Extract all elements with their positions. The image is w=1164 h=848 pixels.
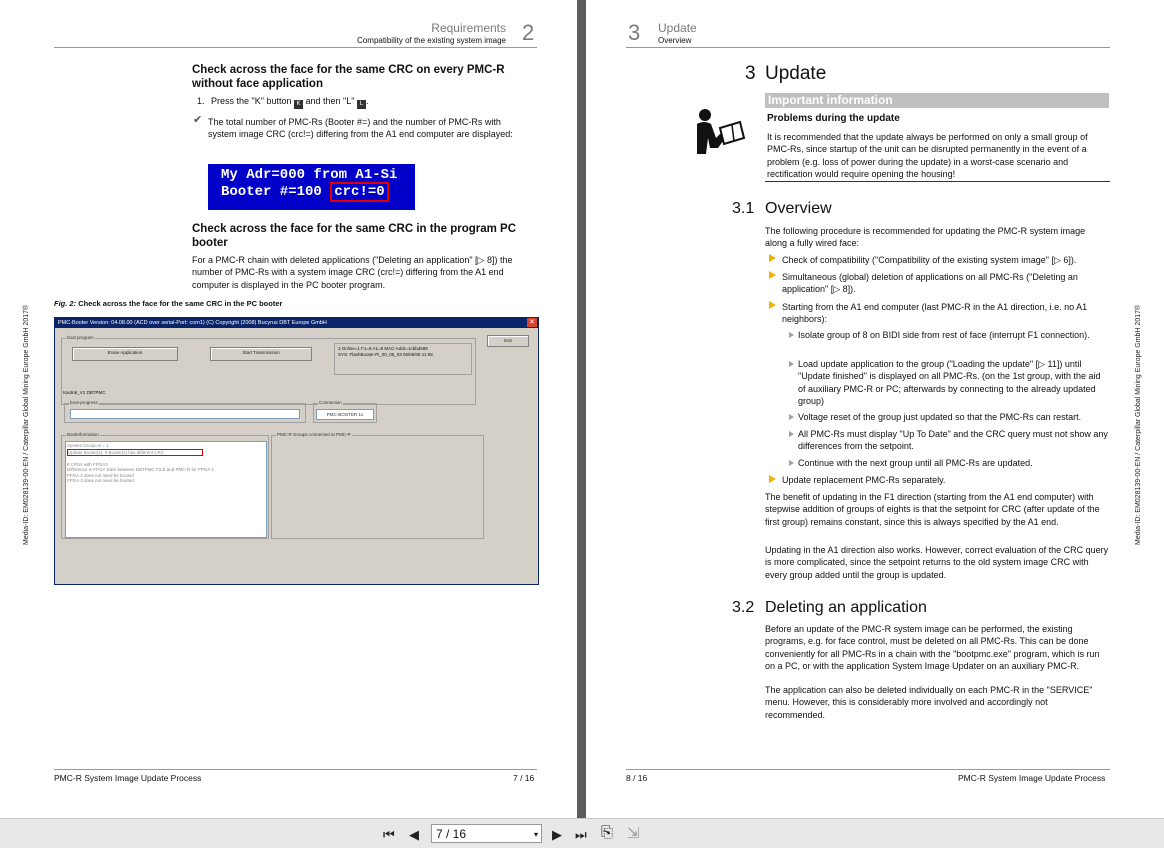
- screenshot-titlebar: PMC-Booter Version: 04.08.00 (ACD over serial-Port: com1) (C) Copyright (2008) Bucyrus DBT Europe GmbH: [55, 318, 538, 328]
- connection-value: PMC-BOOTER 11: [316, 409, 374, 420]
- page-number-value: 7 / 16: [436, 827, 467, 841]
- boot-info-line: Difference in FPGA Date between DBTPMC FILE and PMC-R for FPGA 1: [67, 467, 214, 472]
- boot-program-group: [61, 335, 476, 405]
- footer-title: PMC-R System Image Update Process: [54, 773, 202, 783]
- header-title: Requirements: [431, 21, 506, 35]
- exit-button: Exit: [487, 335, 529, 347]
- erase-application-button: Erase Application: [72, 347, 178, 361]
- k-key-icon: K: [294, 100, 303, 109]
- boot-progress-group: [64, 400, 306, 423]
- sub-bullet-icon: [789, 332, 794, 338]
- page-navigation-toolbar: [0, 818, 1164, 848]
- first-page-icon[interactable]: ⏮: [383, 827, 395, 842]
- l-key-icon: L: [357, 100, 366, 109]
- step-number: 1.: [197, 96, 205, 106]
- next-page-icon[interactable]: ▶: [552, 827, 562, 842]
- important-rule: [765, 181, 1110, 182]
- info-line-2: SYS: FlashBooter-Pi_00_06_03 06/06/08 11:08: [338, 352, 433, 357]
- header-subtitle: Overview: [658, 36, 692, 45]
- group-label: PMC-R Groups connected at PMC-P: [277, 432, 351, 437]
- progress-bar: [70, 409, 300, 419]
- boot-information-group: [61, 432, 269, 539]
- copy-page-icon[interactable]: ⎘: [601, 824, 614, 841]
- chapter-title: Update: [765, 63, 827, 84]
- boot-info-list: [65, 441, 267, 538]
- result-text: The total number of PMC-Rs (Booter #=) and the number of PMC-Rs with system image CRC (crc!=) differing from the A1 end computer are displayed:: [208, 117, 513, 140]
- pc-booter-screenshot: [54, 317, 539, 585]
- section-heading-2: Check across the face for the same CRC in the program PC booter: [192, 223, 517, 249]
- sub-bullet-icon: [789, 361, 794, 367]
- bullet-2: Simultaneous (global) deletion of applications on all PMC-Rs ("Deleting an application" [▷ 8]).: [782, 272, 1078, 295]
- sub-bullet-icon: [789, 414, 794, 420]
- boot-info-line: System Group=6 = 1: [67, 443, 109, 448]
- paragraph-2: Updating in the A1 direction also works. However, correct evaluation of the CRC query is more complicated, since the setpoint returns to the old system image CRC with every group added until the group is updated.: [765, 545, 1109, 580]
- chapter-number: 3: [745, 63, 756, 84]
- info-line-1: 3 Online=1 F1=8 A1=8 MAC-Addr=1cbbd588: [338, 346, 428, 351]
- step-text: Press the "K" button: [211, 96, 292, 106]
- info-box: [334, 343, 472, 375]
- sub-bullet-1: Isolate group of 8 on BIDI side from rest of face (interrupt F1 connection).: [798, 330, 1090, 340]
- figure-label: Fig. 2:: [54, 299, 77, 308]
- header-rule: [626, 47, 1110, 48]
- section-heading: Check across the face for the same CRC on every PMC-R without face application: [192, 64, 505, 90]
- left-page: [0, 0, 577, 818]
- sub-bullet-5: Continue with the next group until all PMC-Rs are updated.: [798, 458, 1033, 468]
- header-subtitle: Compatibility of the existing system image: [357, 36, 506, 45]
- start-transmission-button: Start Transmission: [210, 347, 312, 361]
- footer-rule: [626, 769, 1110, 770]
- step-1: [197, 95, 368, 109]
- footer-page-number: 7 / 16: [513, 773, 535, 783]
- important-text: It is recommended that the update always be performed on only a small group of PMC-Rs, since startup of the unit can be disrupted permanently in the event of a problem (e.g. loss of power during the update) in a worst-case scenario and rectification would require opening the housing!: [767, 132, 1088, 179]
- file-label: Kaotral_V1 DBTPMC: [63, 390, 106, 395]
- paragraph: For a PMC-R chain with deleted applications ("Deleting an application" [▷ 8]) the number of PMC-Rs with a system image CRC (crc!=) differing from the A1 end computer is displayed in the PC booter program.: [192, 255, 513, 290]
- read-manual-icon: [694, 108, 746, 156]
- important-info-bar: Important information: [765, 93, 1109, 108]
- section-title: Overview: [765, 200, 832, 217]
- connection-group: [313, 400, 377, 423]
- last-page-icon[interactable]: ⏭: [575, 827, 587, 842]
- page-gutter: [577, 0, 586, 818]
- sub-bullet-icon: [789, 431, 794, 437]
- page-number-select[interactable]: [431, 824, 542, 843]
- bullet-3: Starting from the A1 end computer (last PMC-R in the A1 direction, i.e. no A1 neighbors):: [782, 302, 1088, 325]
- step-text-2: and then "L": [305, 96, 355, 106]
- previous-page-icon[interactable]: ◀: [409, 827, 419, 842]
- close-icon: ✕: [527, 318, 537, 327]
- boot-info-line: FPGA 3 does not need be booted: [67, 478, 134, 483]
- lcd-booter-count: Booter #=100: [221, 184, 322, 200]
- sub-bullet-2: Load update application to the group ("Loading the update" [▷ 11]) until "Update finished" is displayed on all PMC-Rs. (on the 1st group, with the aid of auxiliary PMC-R or PC; afterwards by connecting to the already updated group): [798, 359, 1101, 406]
- sub-bullet-4: All PMC-Rs must display "Up To Date" and the CRC query must not show any differences from the setpoint.: [798, 429, 1108, 452]
- boot-info-line: 8 CPUs with FPGA3: [67, 461, 108, 467]
- footer-title: PMC-R System Image Update Process: [958, 773, 1106, 783]
- checkmark-icon: ✔: [193, 114, 203, 126]
- lcd-line-1: My Adr=000 from A1-Si: [221, 167, 398, 183]
- chevron-down-icon[interactable]: ▾: [533, 830, 538, 839]
- important-subtitle: Problems during the update: [767, 113, 900, 124]
- header-rule: [54, 47, 537, 48]
- group-label: boot-progress: [70, 400, 98, 405]
- boot-info-line-highlight: Update Booter(s): 0 Booter(s) has different CRC: [67, 449, 203, 457]
- footer-rule: [54, 769, 537, 770]
- step-end: .: [365, 96, 369, 106]
- bullet-1: Check of compatibility ("Compatibility of the existing system image" [▷ 6]).: [782, 255, 1077, 265]
- section-number: 3.2: [732, 599, 755, 616]
- section-title: Deleting an application: [765, 599, 927, 616]
- footer-page-number: 8 / 16: [626, 773, 648, 783]
- bullet-icon: [769, 475, 776, 483]
- boot-info-line: FPGA 2 does not need be booted: [67, 472, 134, 478]
- sub-bullet-icon: [789, 460, 794, 466]
- bullet-4: Update replacement PMC-Rs separately.: [782, 475, 946, 485]
- paragraph-1: The benefit of updating in the F1 direction (starting from the A1 end computer) with stepwise addition of groups of eights is that the setpoint for CRC (after update of the first group) remains constant, since this is always specified by the A1 end.: [765, 492, 1100, 527]
- lcd-crc-value: crc!=0: [330, 182, 388, 202]
- right-page: [586, 0, 1164, 818]
- sub-bullet-3: Voltage reset of the group just updated so that the PMC-Rs can restart.: [798, 412, 1082, 422]
- group-label: BootInformation: [67, 432, 99, 437]
- header-chapter-number: 3: [628, 20, 641, 45]
- section-intro: The following procedure is recommended for updating the PMC-R system image along a fully wired face:: [765, 226, 1086, 249]
- header-chapter-number: 2: [522, 20, 535, 45]
- figure-caption-text: Check across the face for the same CRC in the PC booter: [78, 299, 283, 308]
- bullet-icon: [769, 301, 776, 309]
- pmc-r-groups-panel: [271, 432, 484, 539]
- group-label: Connection: [319, 400, 342, 405]
- export-page-icon[interactable]: ⇲: [627, 825, 640, 842]
- side-media-id: Media-ID: EM028139-00-EN / Caterpillar Global Mining Europe GmbH 2017®: [23, 304, 30, 545]
- lcd-display: [208, 164, 415, 210]
- section-number: 3.1: [732, 200, 755, 217]
- bullet-icon: [769, 254, 776, 262]
- group-label: boot program: [67, 335, 94, 340]
- paragraph-3: Before an update of the PMC-R system image can be performed, the existing programs, e.g. for face control, must be deleted on all PMC-Rs. This can be done conveniently for all PMC-Rs in a chain with the "bootpmc.exe" program, which is run on a PC, or with the application System Image Updater on an auxiliary PMC-R.: [765, 624, 1100, 671]
- paragraph-4: The application can also be deleted individually on each PMC-R in the "SERVICE" menu. However, this is considerably more involved and accordingly not recommended.: [765, 685, 1093, 720]
- bullet-icon: [769, 271, 776, 279]
- figure-caption: [54, 299, 282, 308]
- side-media-id: Media-ID: EM028139-00-EN / Caterpillar Global Mining Europe GmbH 2017®: [1135, 304, 1142, 545]
- lcd-line-2: [221, 184, 415, 201]
- header-title: Update: [658, 21, 697, 35]
